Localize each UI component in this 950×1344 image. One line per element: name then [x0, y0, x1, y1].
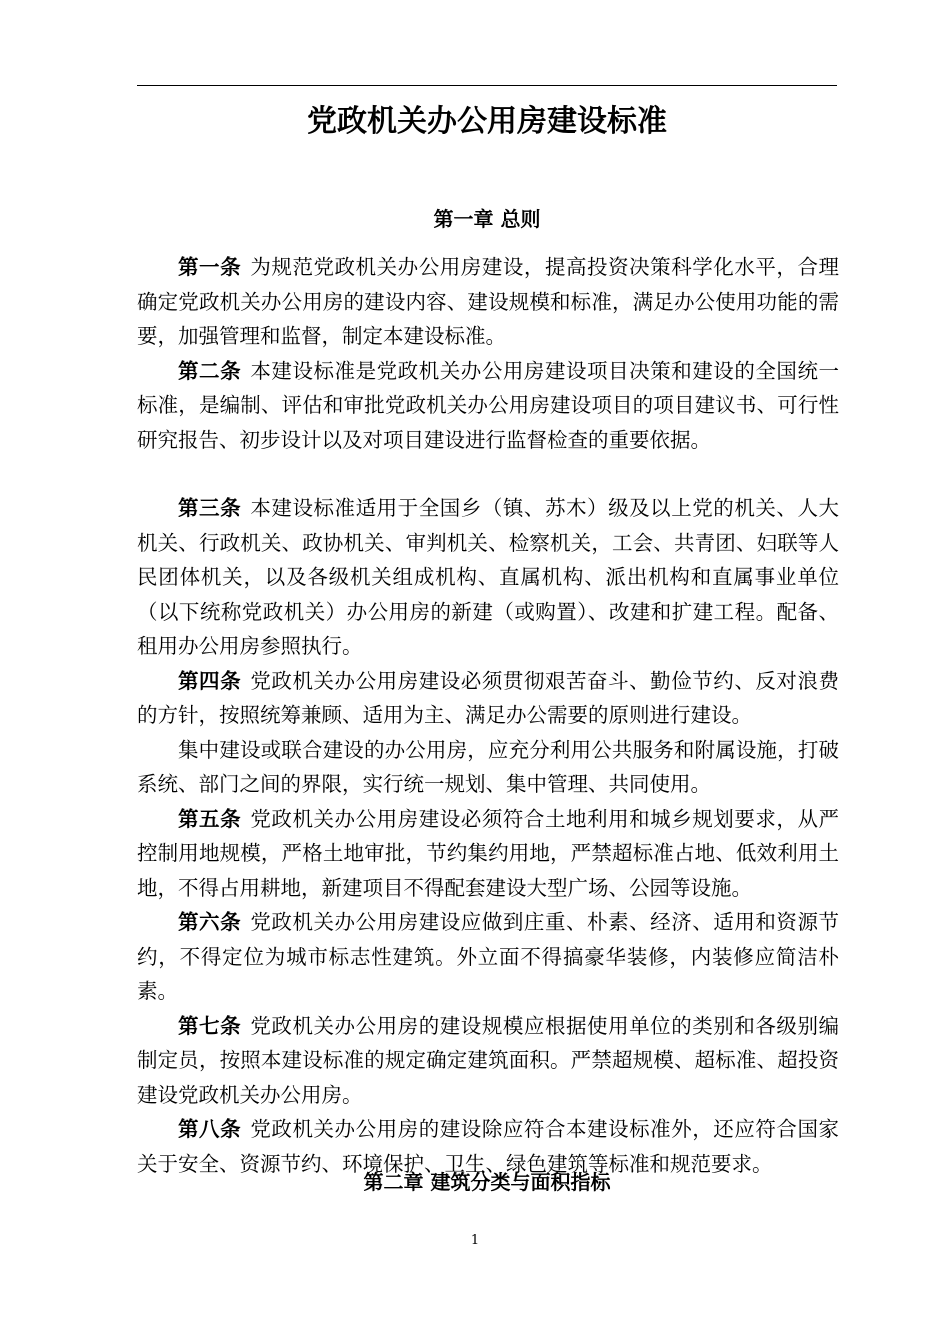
article-7	[137, 1009, 839, 1113]
article-7-text: 党政机关办公用房的建设规模应根据使用单位的类别和各级别编制定员，按照本建设标准的规定确定建筑面积。严禁超规模、超标准、超投资建设党政机关办公用房。	[137, 1013, 840, 1107]
article-1-text: 为规范党政机关办公用房建设，提高投资决策科学化水平，合理确定党政机关办公用房的建设内容、建设规模和标准，满足办公使用功能的需要，加强管理和监督，制定本建设标准。	[137, 255, 840, 348]
document-title: 党政机关办公用房建设标准	[307, 104, 667, 139]
article-4-continuation	[137, 733, 839, 802]
article-1	[137, 250, 839, 354]
chapter-1-body	[137, 250, 839, 1181]
article-6-label: 第六条	[178, 910, 242, 934]
article-3-text: 本建设标准适用于全国乡（镇、苏木）级及以上党的机关、人大机关、行政机关、政协机关、审判机关、检察机关，工会、共青团、妇联等人民团体机关，以及各级机关组成机构、直属机构、派出机构和直属事业单位（以下统称党政机关）办公用房的新建（或购置）、改建和扩建工程。配备、租用办公用房参照执行。	[137, 496, 840, 658]
page-number: 1	[470, 1233, 480, 1248]
chapter-heading-2: 第二章 建筑分类与面积指标	[363, 1170, 611, 1194]
article-3-label: 第三条	[178, 496, 242, 520]
header-rule	[137, 85, 837, 86]
article-3	[137, 491, 839, 664]
article-6	[137, 905, 839, 1009]
article-2-text: 本建设标准是党政机关办公用房建设项目决策和建设的全国统一标准，是编制、评估和审批党政机关办公用房建设项目的项目建议书、可行性研究报告、初步设计以及对项目建设进行监督检查的重要依据。	[137, 358, 840, 452]
article-4	[137, 664, 839, 733]
article-2-label: 第二条	[178, 358, 242, 383]
article-2	[137, 354, 839, 458]
article-5	[137, 802, 839, 906]
article-4-continuation-text: 集中建设或联合建设的办公用房，应充分利用公共服务和附属设施，打破系统、部门之间的界限，实行统一规划、集中管理、共同使用。	[137, 737, 839, 796]
article-1-label: 第一条	[178, 255, 242, 279]
article-4-label: 第四条	[178, 668, 242, 693]
article-7-label: 第七条	[178, 1013, 242, 1038]
article-5-text: 党政机关办公用房建设必须符合土地利用和城乡规划要求，从严控制用地规模，严格土地审批，节约集约用地，严禁超标准占地、低效利用土地，不得占用耕地，新建项目不得配套建设大型广场、公园等设施。	[137, 806, 840, 900]
chapter-heading-1: 第一章 总则	[433, 207, 541, 231]
article-6-text: 党政机关办公用房建设应做到庄重、朴素、经济、适用和资源节约，不得定位为城市标志性建筑。外立面不得搞豪华装修，内装修应简洁朴素。	[137, 910, 840, 1003]
article-8-text: 党政机关办公用房的建设除应符合本建设标准外，还应符合国家关于安全、资源节约、环境保护、卫生、绿色建筑等标准和规范要求。	[137, 1117, 840, 1176]
article-8-label: 第八条	[178, 1117, 242, 1141]
article-4-text: 党政机关办公用房建设必须贯彻艰苦奋斗、勤俭节约、反对浪费的方针，按照统筹兼顾、适用为主、满足办公需要的原则进行建设。	[137, 668, 840, 727]
article-5-label: 第五条	[178, 806, 242, 831]
